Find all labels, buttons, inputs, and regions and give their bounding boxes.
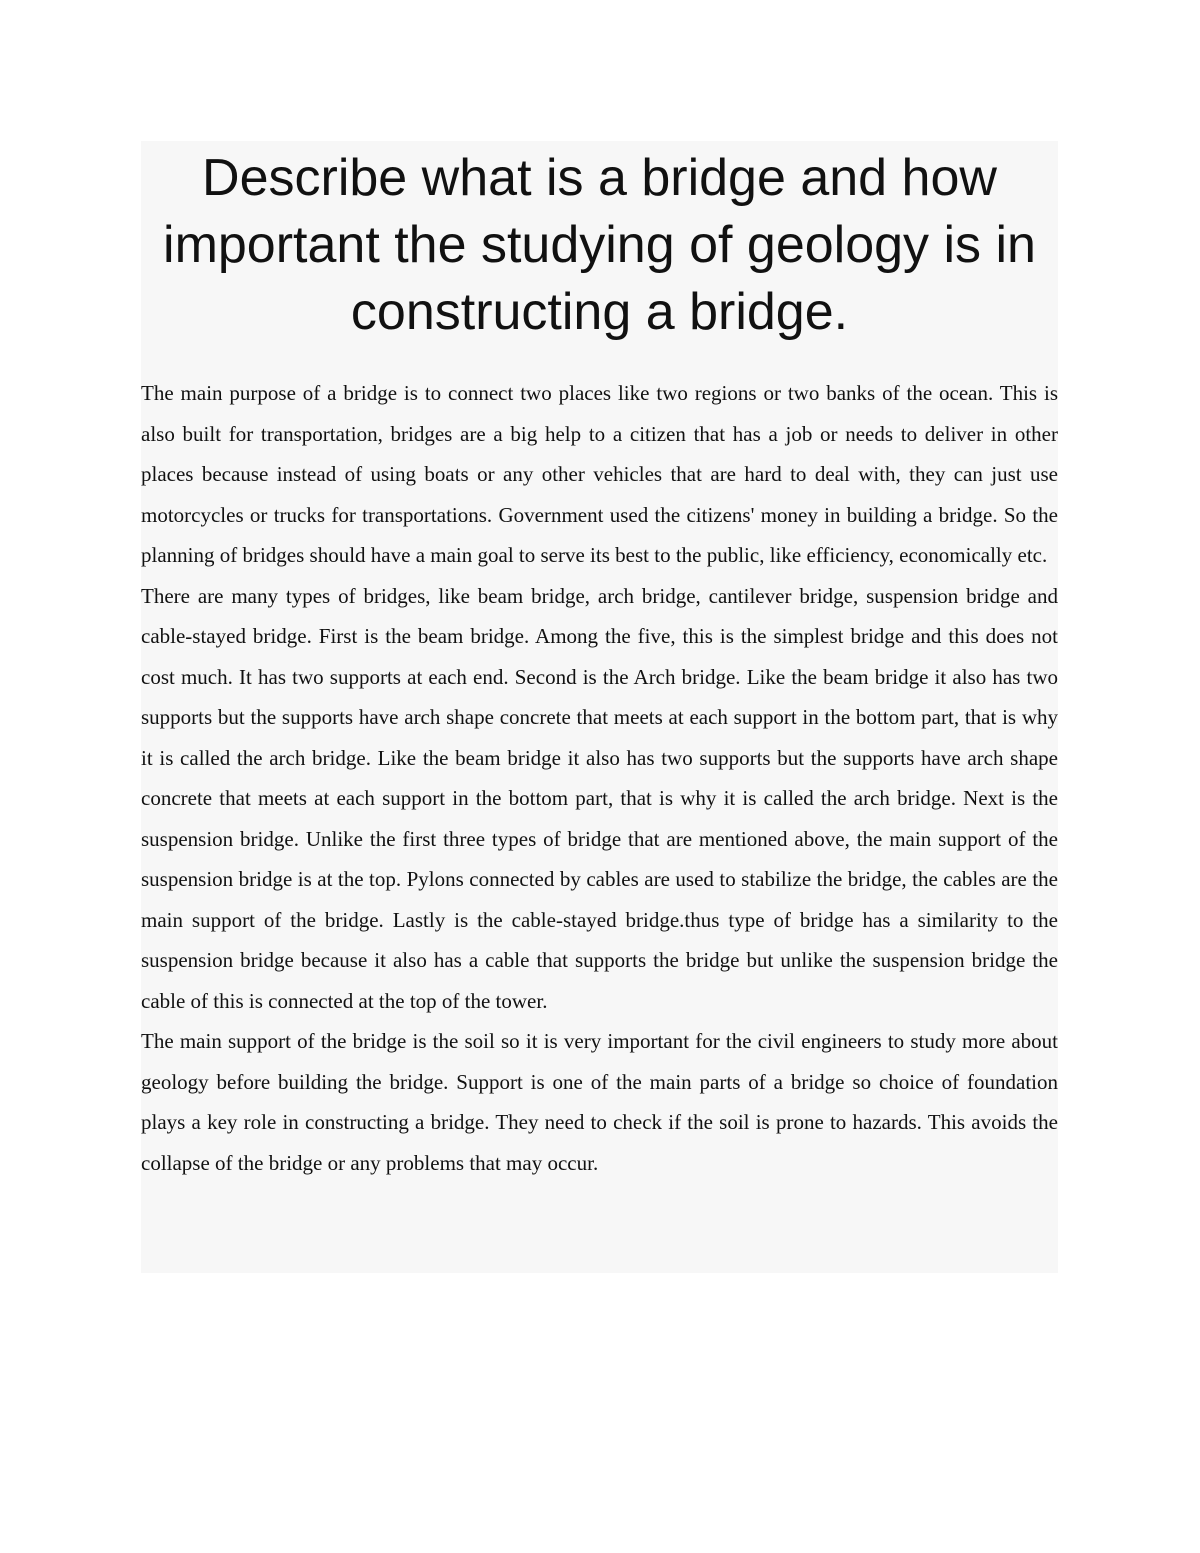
document-content bbox=[141, 141, 1058, 1273]
paragraph-bridge-purpose: The main purpose of a bridge is to connect two places like two regions or two banks of the ocean. This is also built for transportation, bridges are a big help to a citizen that has a job or needs to deliver in other places because instead of using boats or any other vehicles that are hard to deal with, they can just use motorcycles or trucks for transportations. Government used the citizens' money in building a bridge. So the planning of bridges should have a main goal to serve its best to the public, like efficiency, economically etc. bbox=[141, 381, 1058, 567]
paragraph-geology-importance: The main support of the bridge is the soil so it is very important for the civil engineers to study more about geology before building the bridge. Support is one of the main parts of a bridge so choice of foundation plays a key role in constructing a bridge. They need to check if the soil is prone to hazards. This avoids the collapse of the bridge or any problems that may occur. bbox=[141, 1029, 1058, 1175]
document-title: Describe what is a bridge and how important the studying of geology is in constructing a bridge. bbox=[163, 149, 1036, 341]
paragraph-bridge-types: There are many types of bridges, like beam bridge, arch bridge, cantilever bridge, suspension bridge and cable-stayed bridge. First is the beam bridge. Among the five, this is the simplest bridge and this does not cost much. It has two supports at each end. Second is the Arch bridge. Like the beam bridge it also has two supports but the supports have arch shape concrete that meets at each support in the bottom part, that is why it is called the arch bridge. Like the beam bridge it also has two supports but the supports have arch shape concrete that meets at each support in the bottom part, that is why it is called the arch bridge. Next is the suspension bridge. Unlike the first three types of bridge that are mentioned above, the main support of the suspension bridge is at the top. Pylons connected by cables are used to stabilize the bridge, the cables are the main support of the bridge. Lastly is the cable-stayed bridge.thus type of bridge has a similarity to the suspension bridge because it also has a cable that supports the bridge but unlike the suspension bridge the cable of this is connected at the top of the tower. bbox=[141, 583, 1058, 1013]
